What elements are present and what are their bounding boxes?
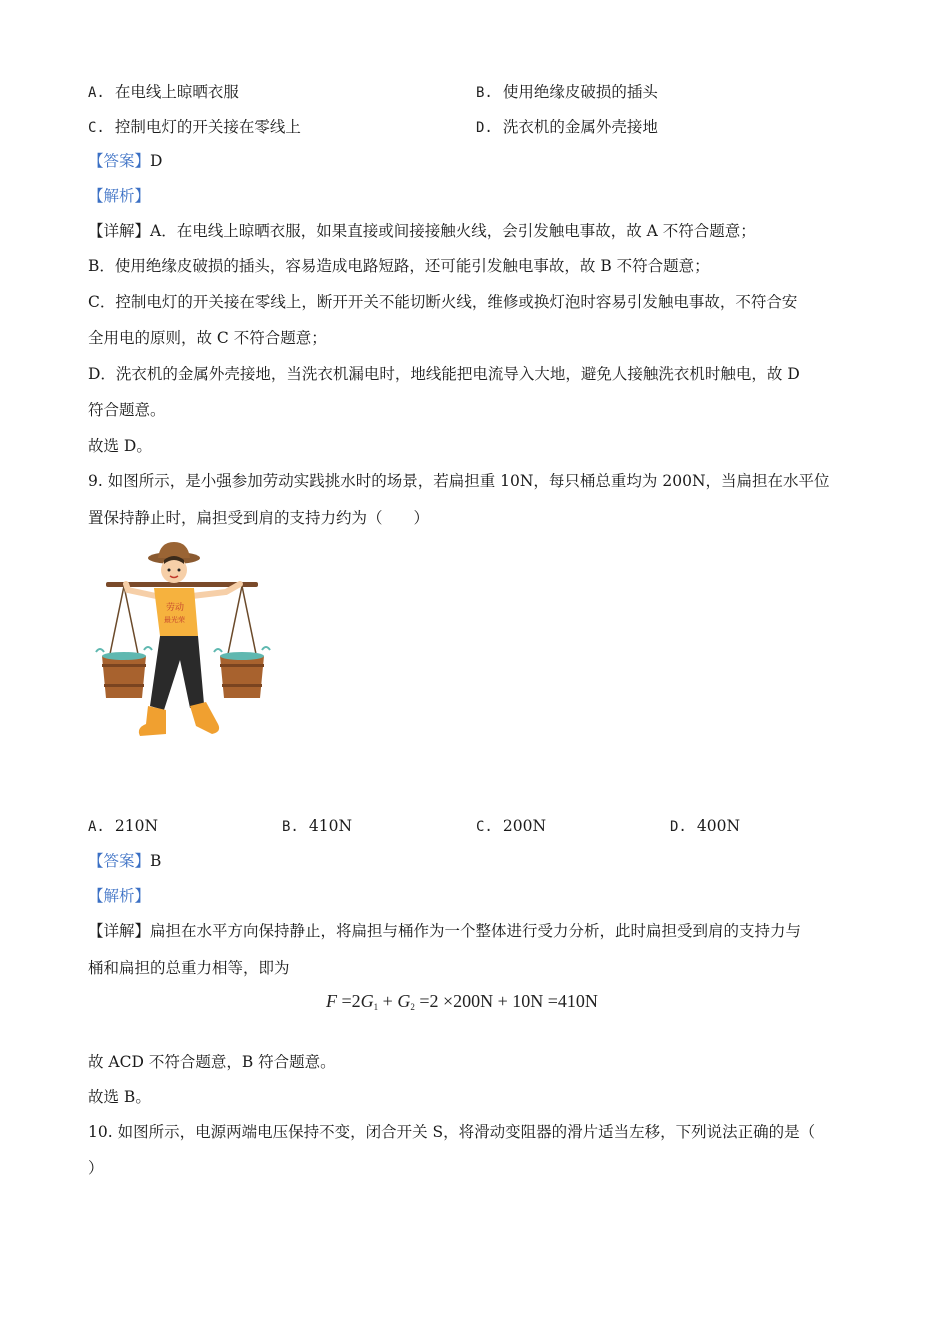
q9-option-c [476, 816, 546, 837]
answer-tag: 【答案】 [88, 852, 151, 870]
shirt-text-1: 劳动 [166, 603, 185, 613]
analysis-tag: 【解析】 [88, 887, 151, 905]
option-letter: C. [476, 819, 493, 835]
q10-stem-line1: 10. 如图所示，电源两端电压保持不变，闭合开关 S，将滑动变阻器的滑片适当左移，下列说法正确的是（ [88, 1123, 816, 1141]
option-text: 210N [114, 817, 159, 835]
option-letter: B. [476, 85, 493, 101]
option-text: 控制电灯的开关接在零线上 [114, 118, 301, 136]
q9-stem-line2: 置保持静止时，扁担受到肩的支持力约为（ ） [88, 509, 430, 527]
q8-option-a [88, 82, 239, 103]
detail-text: A．在电线上晾晒衣服，如果直接或间接接触火线，会引发触电事故，故 A 不符合题意； [150, 222, 756, 240]
water-carrier-illustration [88, 538, 278, 748]
answer-value: D [150, 152, 163, 170]
formula-sub1: 1 [373, 1002, 379, 1012]
q8-detail-d2: 符合题意。 [88, 401, 166, 419]
option-letter: D. [670, 819, 687, 835]
option-text: 使用绝缘皮破损的插头 [502, 83, 658, 101]
q8-conclusion: 故选 D。 [88, 437, 152, 455]
q9-detail-line2: 桶和扁担的总重力相等，即为 [88, 959, 290, 977]
q9-note: 故 ACD 不符合题意，B 符合题意。 [88, 1053, 336, 1071]
q8-detail-a [88, 221, 756, 241]
q8-detail-c2: 全用电的原则，故 C 不符合题意； [88, 329, 327, 347]
option-letter: D. [476, 120, 493, 136]
option-text: 在电线上晾晒衣服 [114, 83, 239, 101]
q8-analysis-heading [88, 186, 150, 206]
q9-detail-line1 [88, 921, 801, 941]
left-boot [139, 706, 166, 736]
right-boot [190, 702, 219, 734]
formula-plus: + [378, 991, 398, 1011]
right-bucket [214, 647, 270, 698]
q10-stem-line2: ） [88, 1159, 104, 1177]
formula-f: F [326, 991, 337, 1011]
q9-analysis-heading [88, 886, 150, 906]
q9-option-b [282, 816, 352, 837]
answer-tag: 【答案】 [88, 152, 151, 170]
shirt-text-2: 最光荣 [164, 616, 185, 624]
q8-option-d [476, 117, 658, 138]
option-letter: B. [282, 819, 299, 835]
black-pants [150, 636, 204, 710]
q8-answer [88, 151, 162, 171]
option-text: 200N [502, 817, 547, 835]
formula-rest: =2 ×200N + 10N =410N [414, 991, 598, 1011]
analysis-tag: 【解析】 [88, 187, 151, 205]
q8-option-c [88, 117, 301, 138]
q9-option-d [670, 816, 740, 837]
option-letter: C. [88, 120, 105, 136]
detail-text: 扁担在水平方向保持静止，将扁担与桶作为一个整体进行受力分析，此时扁担受到肩的支持力与 [150, 922, 802, 940]
option-letter: A. [88, 85, 105, 101]
q9-answer [88, 851, 161, 871]
left-bucket [96, 647, 152, 698]
formula-g1: G [360, 991, 374, 1011]
formula-g2: G [397, 991, 411, 1011]
formula-sub2: 2 [410, 1002, 415, 1012]
option-text: 洗衣机的金属外壳接地 [502, 118, 658, 136]
q8-option-b [476, 82, 658, 103]
detail-tag: 【详解】 [88, 222, 151, 240]
detail-tag: 【详解】 [88, 922, 151, 940]
q8-detail-c1: C．控制电灯的开关接在零线上，断开开关不能切断火线，维修或换灯泡时容易引发触电事故，不符合安 [88, 293, 798, 311]
option-letter: A. [88, 819, 105, 835]
support-force-formula [326, 990, 598, 1018]
option-text: 400N [696, 817, 741, 835]
q9-option-a [88, 816, 158, 837]
q8-detail-b: B．使用绝缘皮破损的插头，容易造成电路短路，还可能引发触电事故，故 B 不符合题意； [88, 257, 710, 275]
q8-detail-d1: D．洗衣机的金属外壳接地，当洗衣机漏电时，地线能把电流导入大地，避免人接触洗衣机时触电，故 D [88, 365, 800, 383]
formula-eq: =2 [337, 991, 361, 1011]
q9-stem-line1: 9. 如图所示，是小强参加劳动实践挑水时的场景，若扁担重 10N，每只桶总重均为 200N，当扁担在水平位 [88, 472, 830, 490]
option-text: 410N [308, 817, 353, 835]
answer-value: B [150, 852, 162, 870]
q9-conclusion: 故选 B。 [88, 1088, 151, 1106]
